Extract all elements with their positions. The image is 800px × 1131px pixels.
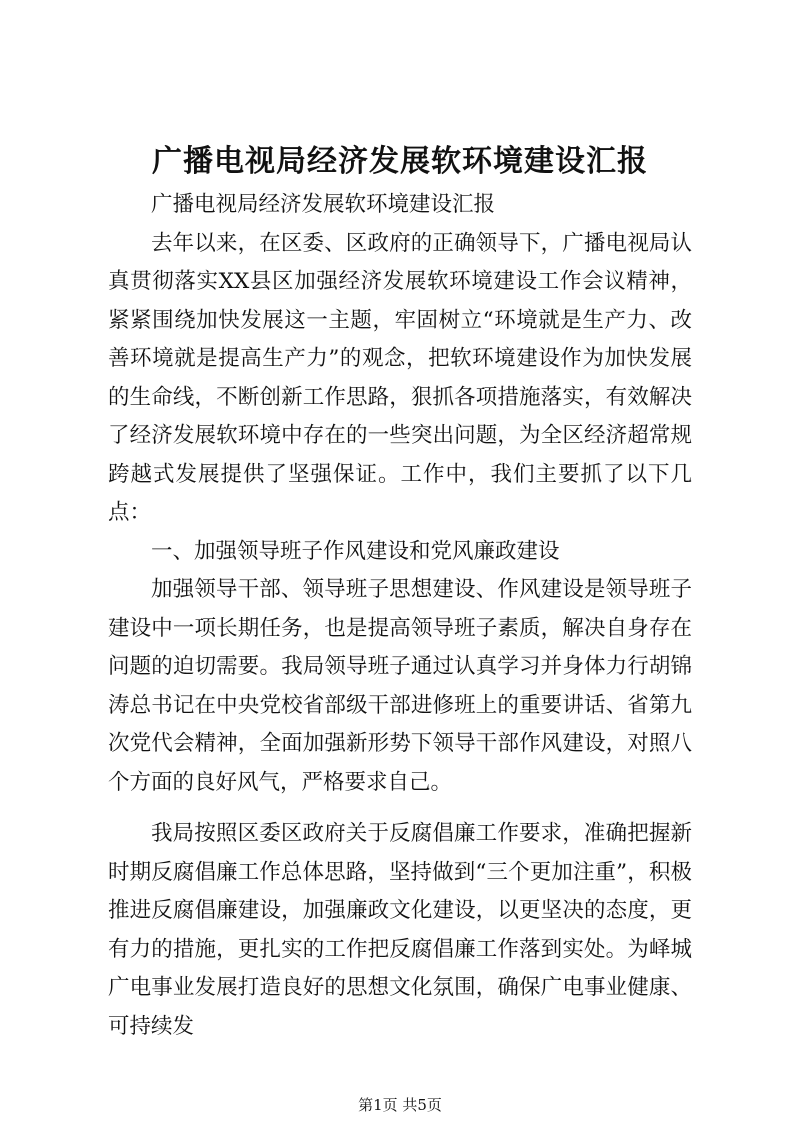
paragraph-subtitle: 广播电视局经济发展软环境建设汇报: [151, 192, 496, 217]
section-heading-1: 一、加强领导班子作风建设和党风廉政建设: [151, 538, 560, 564]
document-title: 广播电视局经济发展软环境建设汇报: [152, 144, 648, 179]
page-footer: 第1页 共5页: [358, 1096, 442, 1114]
paragraph-intro: 去年以来，在区委、区政府的正确领导下，广播电视局认真贯彻落实XX县区加强经济发展软环境建设工作会议精神，紧紧围绕加快发展这一主题，牢固树立“环境就是生产力、改善环境就是提高生产力”的观念，把软环境建设作为加快发展的生命线，不断创新工作思路，狠抓各项措施落实，有效解决了经济发展软环境中存在的一些突出问题，为全区经济超常规跨越式发展提供了坚强保证。工作中，我们主要抓了以下几点：: [108, 230, 692, 525]
paragraph-section-1b: 我局按照区委区政府关于反腐倡廉工作要求，准确把握新时期反腐倡廉工作总体思路，坚持做到“三个更加注重”，积极推进反腐倡廉建设，加强廉政文化建设，以更坚决的态度，更有力的措施，更扎实的工作把反腐倡廉工作落到实处。为峄城广电事业发展打造良好的思想文化氛围，确保广电事业健康、可持续发: [108, 821, 692, 1039]
document-body: [108, 186, 692, 1046]
paragraph-section-1a: 加强领导干部、领导班子思想建设、作风建设是领导班子建设中一项长期任务，也是提高领导班子素质，解决自身存在问题的迫切需要。我局领导班子通过认真学习并身体力行胡锦涛总书记在中央党校省部级干部进修班上的重要讲话、省第九次党代会精神，全面加强新形势下领导干部作风建设，对照八个方面的良好风气，严格要求自己。: [108, 577, 692, 795]
